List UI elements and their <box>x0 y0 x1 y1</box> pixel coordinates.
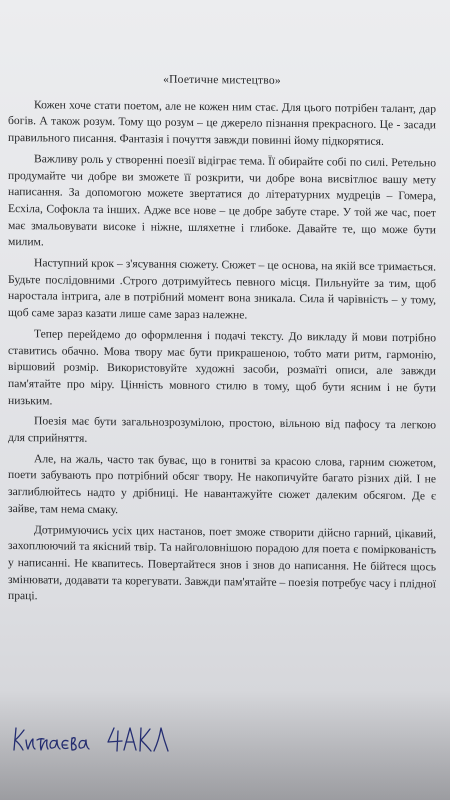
paragraph-6: Але, на жаль, часто так буває, що в гонитві за красою слова, гарним сюжетом, поети забувають про потрібний обсяг твору. Не накопичуйте багато різних дій. І не заглиблюйтесь надто у дрібниці. Не навантажуйте сюжет далеким обсягом. Де є зайве, там нема смаку. <box>8 452 436 517</box>
paragraph-7: Дотримуючись усіх цих настанов, поет зможе створити дійсно гарний, цікавий, захоплюючий та якісний твір. Та найголовнішою порадою для поета є помірковaність у написанні. Не квапитесь. Повертайтеся знов і знов до написання. Не бійтеся щось змінювати, додавати та корегувати. Завжди пам'ятайте – поезія потребує часу і плідної праці. <box>8 522 436 603</box>
paragraph-3: Наступний крок – з'ясування сюжету. Сюжет – це основа, на якій все тримається. Будьте послідовними .Строго дотримуйтесь певного місця. Пильнуйте за тим, щоб наростала інтрига, але в потрібний момент вона зникала. Сила й чарівність – у тому, щоб саме зараз казати лише саме зараз належне. <box>8 256 436 322</box>
document-body <box>8 70 436 614</box>
paragraph-4: Тепер перейдемо до оформлення і подачі тексту. До викладу й мови потрібно ставитись обачно. Мова твору має бути прикрашеною, тобто мати ритм, гармонію, віршовий розмір. Використовуйте художні засоби, розмаїті описи, але завжди пам'ятайте про міру. Цінність мовного стилю в тому, щоб бути ясним і не бути низьким. <box>8 327 436 408</box>
bottom-shadow <box>0 690 450 800</box>
paragraph-5: Поезія має бути загальнозрозумілою, простою, вільною від пафосу та легкою для сприйняття. <box>8 414 436 445</box>
document-title: «Поетичне мистецтво» <box>163 72 281 87</box>
paragraph-1: Кожен хоче стати поетом, але не кожен ним стає. Для цього потрібен талант, дар богів. А також розум. Тому що розум – це джерело пізнання прекрасного. Це - засади правильного писання. Фантазія і почуття завжди повинні йому підкорятися. <box>8 97 436 149</box>
paragraph-2: Важливу роль у створенні поезії відіграє тема. Її обирайте собі по силі. Ретельно продумайте чи добре ви зможете її розкрити, чи добре вона висвітлює вашу мету написання. За допомогою можете звертатися до літературних мудреців – Гомера, Есхіла, Софокла та інших. Адже все нове – це добре забуте старе. У той же час, поет має змальовувати високе і ніжне, шляхетне і глибоке. Давайте те, що може бути милим. <box>8 152 436 249</box>
